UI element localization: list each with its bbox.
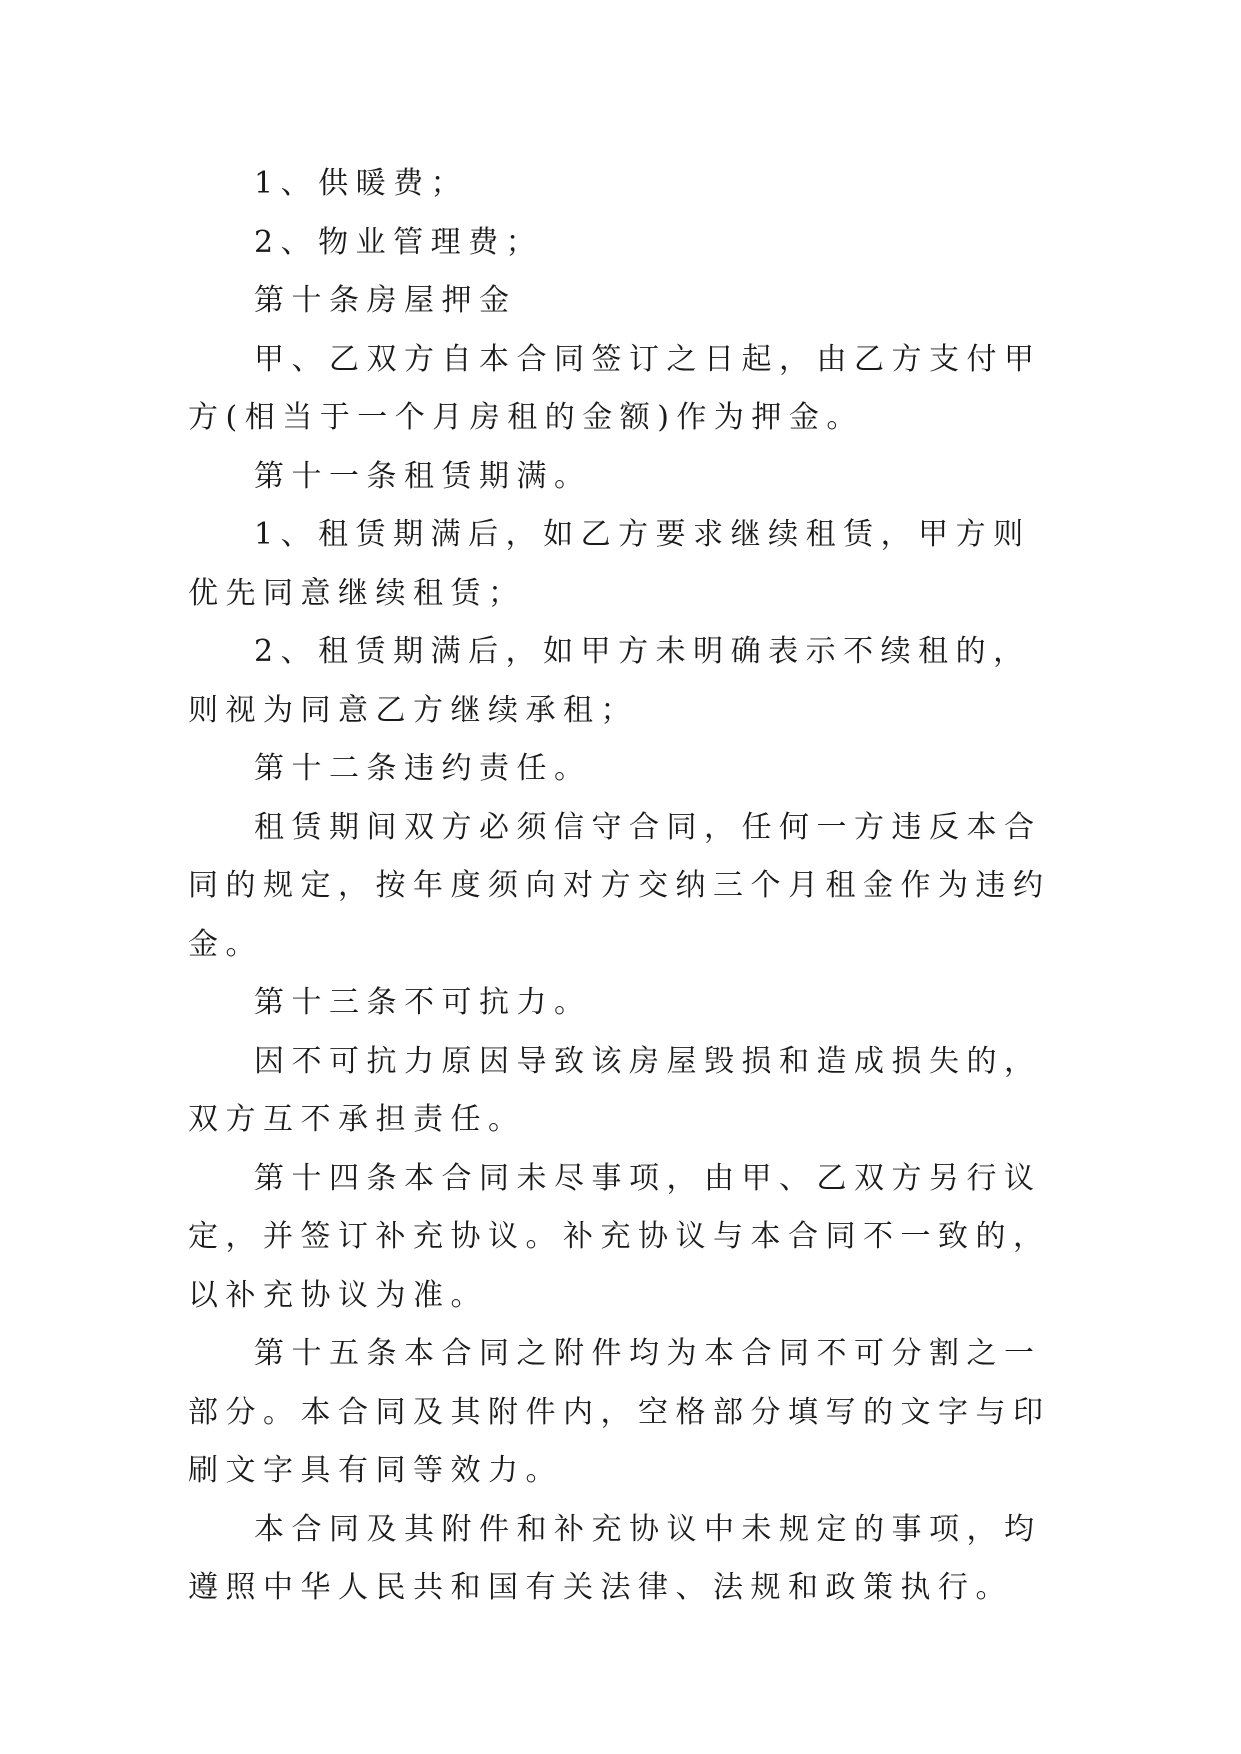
heading-article-12: 第十二条违约责任。 bbox=[254, 751, 592, 786]
paragraph-force-majeure: 因不可抗力原因导致该房屋毁损和造成损失的，双方互不承担责任。 bbox=[188, 1043, 1042, 1137]
paragraph-deposit: 甲、乙双方自本合同签订之日起，由乙方支付甲方(相当于一个月房租的金额)作为押金。 bbox=[188, 341, 1042, 435]
paragraph-heating-fee: 1、供暖费； bbox=[254, 166, 469, 201]
paragraph-article-15: 第十五条本合同之附件均为本合同不可分割之一部分。本合同及其附件内，空格部分填写的文字与印刷文字具有同等效力。 bbox=[188, 1336, 1051, 1488]
heading-article-13: 第十三条不可抗力。 bbox=[254, 985, 592, 1020]
document-body bbox=[188, 155, 1053, 1618]
paragraph-property-fee: 2、物业管理费； bbox=[254, 224, 544, 260]
paragraph-renewal-2: 2、租赁期满后，如甲方未明确表示不续租的，则视为同意乙方继续承租； bbox=[188, 634, 1031, 728]
paragraph-governing-law: 本合同及其附件和补充协议中未规定的事项，均遵照中华人民共和国有关法律、法规和政策执行。 bbox=[188, 1511, 1042, 1605]
paragraph-renewal-1: 1、租赁期满后，如乙方要求继续租赁，甲方则优先同意继续租赁； bbox=[188, 517, 1031, 611]
heading-article-10: 第十条房屋押金 bbox=[254, 283, 517, 318]
heading-article-11: 第十一条租赁期满。 bbox=[254, 458, 592, 494]
paragraph-breach: 租赁期间双方必须信守合同，任何一方违反本合同的规定，按年度须向对方交纳三个月租金作为违约金。 bbox=[188, 809, 1051, 962]
paragraph-article-14: 第十四条本合同未尽事项，由甲、乙双方另行议定，并签订补充协议。补充协议与本合同不一致的，以补充协议为准。 bbox=[188, 1160, 1051, 1313]
